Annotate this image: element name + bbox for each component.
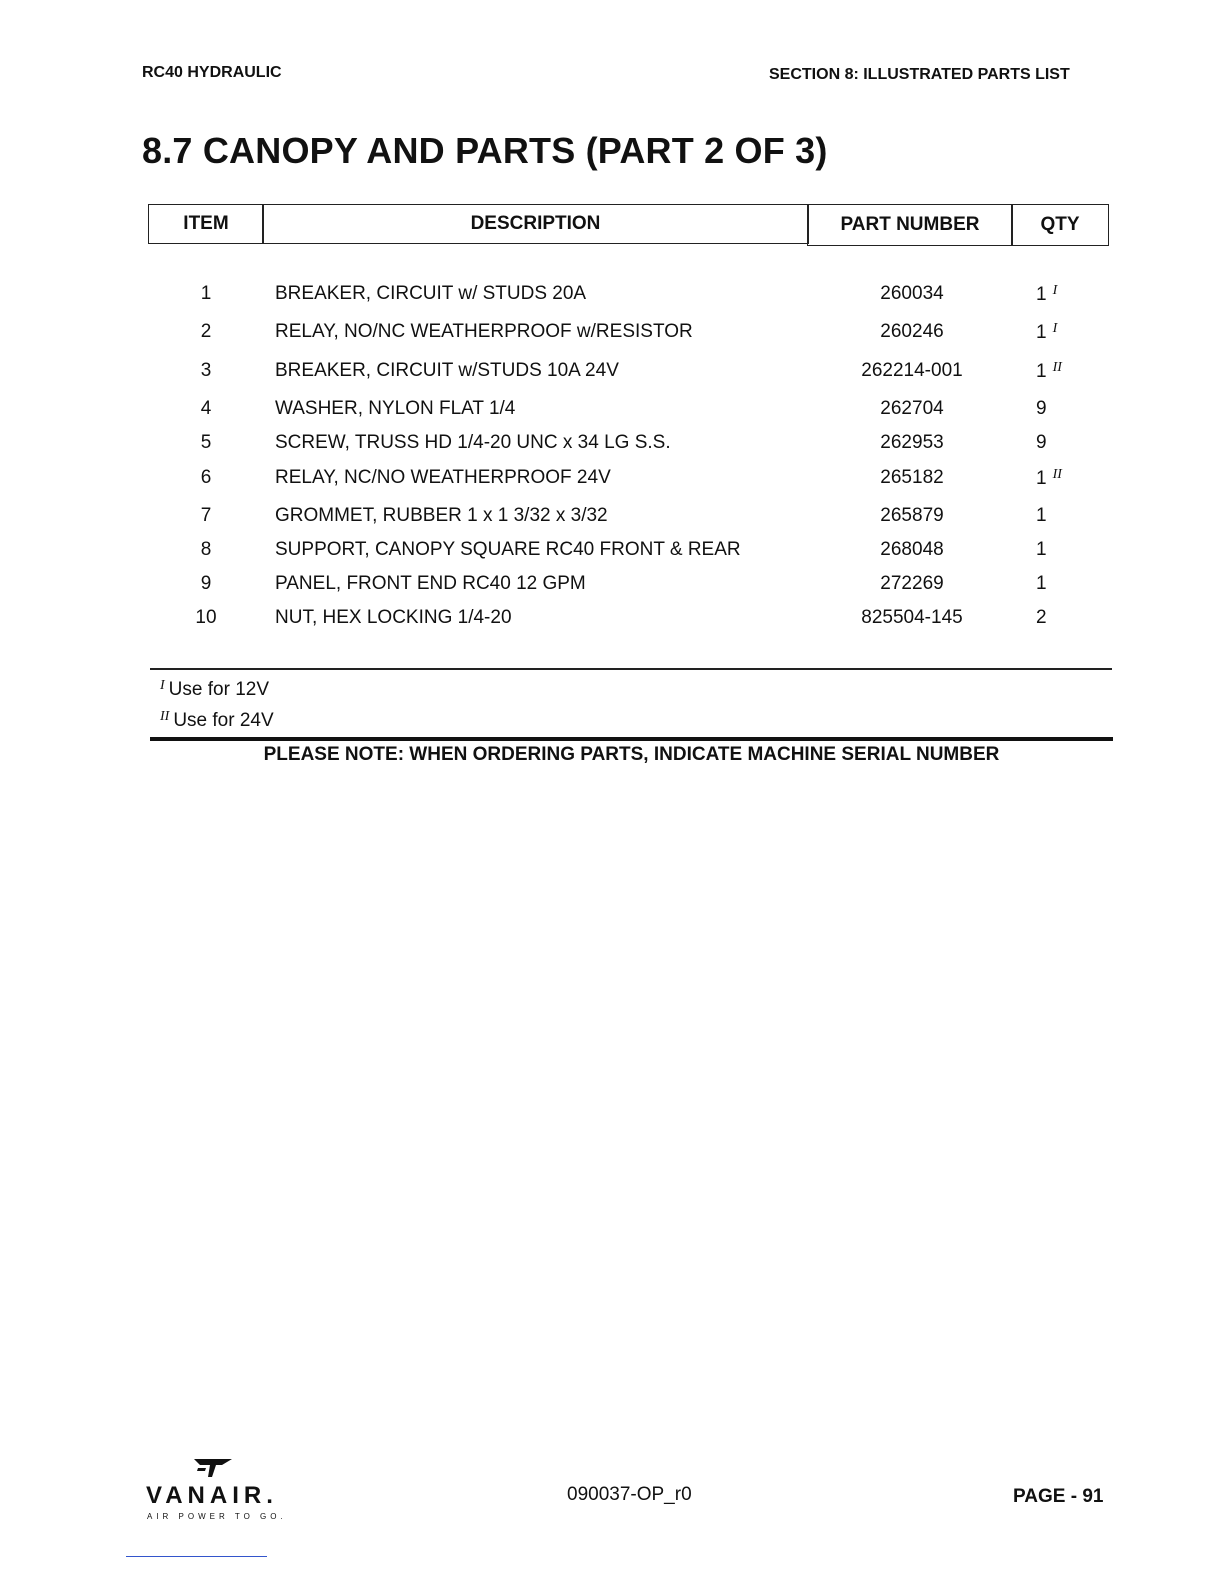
footnote-marker: I xyxy=(1052,321,1058,336)
footnote xyxy=(160,709,274,732)
cell-qty xyxy=(1036,360,1176,383)
cell-part-number: 265182 xyxy=(880,467,944,488)
qty-value: 1 xyxy=(1036,284,1047,305)
footnote-marker: II xyxy=(1052,360,1062,375)
table-row xyxy=(0,467,1224,493)
cell-description: BREAKER, CIRCUIT w/STUDS 10A 24V xyxy=(275,360,619,381)
qty-value: 1 xyxy=(1036,322,1047,343)
footnote-marker: II xyxy=(1052,467,1062,482)
document-id: 090037-OP_r0 xyxy=(567,1484,692,1505)
cell-part-number: 262214-001 xyxy=(861,360,963,381)
footnote-mark: I xyxy=(160,678,165,693)
cell-item: 6 xyxy=(200,467,212,488)
cell-part-number: 825504-145 xyxy=(861,607,963,628)
cell-description: GROMMET, RUBBER 1 x 1 3/32 x 3/32 xyxy=(275,505,608,526)
table-row xyxy=(0,573,1224,599)
qty-value: 1 xyxy=(1036,539,1047,560)
table-row xyxy=(0,539,1224,565)
footnote-text: Use for 12V xyxy=(168,679,269,700)
qty-value: 1 xyxy=(1036,573,1047,594)
cell-item: 2 xyxy=(200,321,212,342)
cell-part-number: 260034 xyxy=(880,283,944,304)
cell-item: 7 xyxy=(200,505,212,526)
cell-qty xyxy=(1036,539,1176,561)
cell-item: 3 xyxy=(200,360,212,381)
cell-description: BREAKER, CIRCUIT w/ STUDS 20A xyxy=(275,283,587,304)
qty-value: 9 xyxy=(1036,432,1047,453)
cell-part-number: 260246 xyxy=(880,321,944,342)
cell-description: RELAY, NO/NC WEATHERPROOF w/RESISTOR xyxy=(275,321,693,342)
cell-description: NUT, HEX LOCKING 1/4-20 xyxy=(275,607,512,628)
cell-item: 5 xyxy=(200,432,212,453)
cell-description: PANEL, FRONT END RC40 12 GPM xyxy=(275,573,586,594)
cell-part-number: 265879 xyxy=(880,505,944,526)
cell-item: 10 xyxy=(195,607,217,628)
qty-value: 9 xyxy=(1036,398,1047,419)
table-end-divider xyxy=(150,668,1112,670)
footnote-mark: II xyxy=(160,709,170,724)
cell-qty xyxy=(1036,398,1176,420)
table-row xyxy=(0,321,1224,347)
ordering-note: PLEASE NOTE: WHEN ORDERING PARTS, INDICATE MACHINE SERIAL NUMBER xyxy=(263,744,1000,765)
qty-value: 1 xyxy=(1036,468,1047,489)
column-header-item: ITEM xyxy=(148,204,264,244)
table-row xyxy=(0,398,1224,424)
qty-value: 1 xyxy=(1036,361,1047,382)
cell-item: 8 xyxy=(200,539,212,560)
cell-part-number: 272269 xyxy=(880,573,944,594)
table-row xyxy=(0,607,1224,633)
vanair-logo xyxy=(146,1456,296,1522)
logo-wordmark: VANAIR. xyxy=(146,1482,278,1509)
cell-item: 9 xyxy=(200,573,212,594)
vanair-logo-icon xyxy=(192,1456,234,1480)
section-title: 8.7 CANOPY AND PARTS (PART 2 OF 3) xyxy=(142,130,828,171)
cell-description: SUPPORT, CANOPY SQUARE RC40 FRONT & REAR xyxy=(275,539,741,560)
cell-qty xyxy=(1036,467,1176,490)
cell-qty xyxy=(1036,321,1176,344)
table-row xyxy=(0,360,1224,386)
table-row xyxy=(0,432,1224,458)
cell-qty xyxy=(1036,607,1176,629)
table-row xyxy=(0,283,1224,309)
cell-part-number: 262704 xyxy=(880,398,944,419)
logo-tagline: AIR POWER TO GO. xyxy=(147,1512,287,1521)
footnote xyxy=(160,678,269,701)
cell-item: 1 xyxy=(200,283,212,304)
cell-item: 4 xyxy=(200,398,212,419)
cell-description: WASHER, NYLON FLAT 1/4 xyxy=(275,398,516,419)
table-row xyxy=(0,505,1224,531)
page-number: PAGE - 91 xyxy=(1013,1486,1104,1507)
column-header-part-number: PART NUMBER xyxy=(807,204,1013,246)
running-header-left: RC40 HYDRAULIC xyxy=(142,64,282,81)
cell-qty xyxy=(1036,283,1176,306)
note-divider xyxy=(150,737,1113,741)
cell-part-number: 262953 xyxy=(880,432,944,453)
qty-value: 2 xyxy=(1036,607,1047,628)
bottom-divider xyxy=(126,1556,267,1557)
cell-description: SCREW, TRUSS HD 1/4-20 UNC x 34 LG S.S. xyxy=(275,432,671,453)
cell-qty xyxy=(1036,573,1176,595)
cell-part-number: 268048 xyxy=(880,539,944,560)
cell-qty xyxy=(1036,432,1176,454)
running-header-right: SECTION 8: ILLUSTRATED PARTS LIST xyxy=(769,66,1070,83)
cell-description: RELAY, NC/NO WEATHERPROOF 24V xyxy=(275,467,611,488)
qty-value: 1 xyxy=(1036,505,1047,526)
footnote-marker: I xyxy=(1052,283,1058,298)
footnote-text: Use for 24V xyxy=(173,710,274,731)
cell-qty xyxy=(1036,505,1176,527)
column-header-qty: QTY xyxy=(1011,204,1109,246)
column-header-description: DESCRIPTION xyxy=(262,204,809,244)
